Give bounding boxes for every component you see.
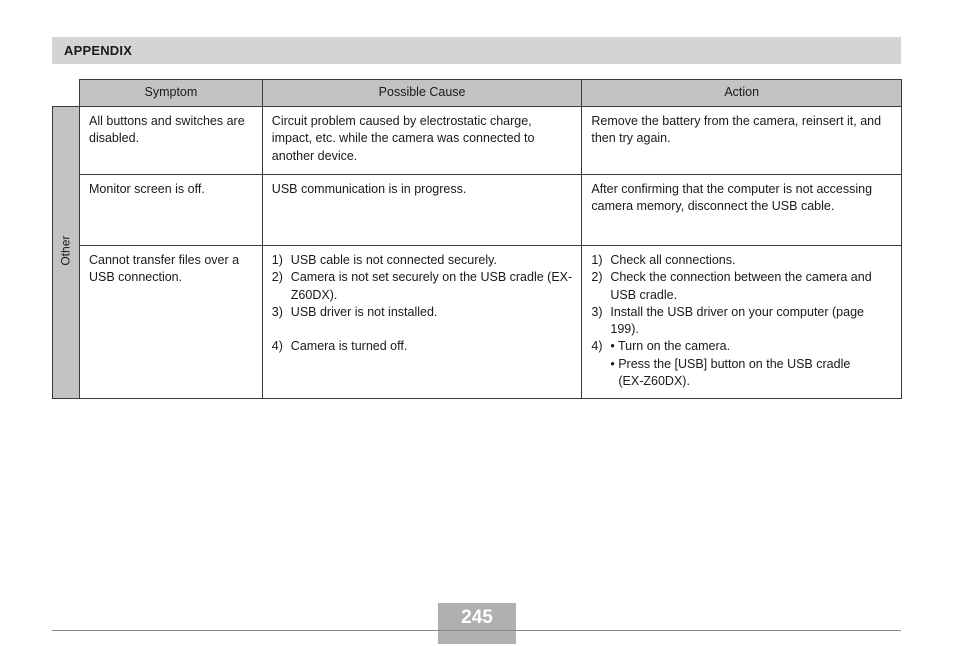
table-row [53, 175, 902, 246]
list-text: Camera is turned off. [290, 339, 408, 354]
column-header-cause: Possible Cause [262, 80, 582, 107]
list-number: 1) [591, 253, 603, 267]
list-number: 3) [591, 304, 603, 319]
column-header-symptom: Symptom [80, 80, 263, 107]
action-cell: After confirming that the computer is not accessing camera memory, disconnect the USB cable. [582, 175, 902, 246]
page-number-tab [438, 631, 516, 644]
list-text: USB driver is not installed. [290, 304, 438, 319]
page-number: 245 [438, 603, 516, 630]
list-number: 4) [271, 339, 283, 354]
action-list [591, 252, 892, 356]
table-row [53, 107, 902, 175]
symptom-cell: Monitor screen is off. [80, 175, 263, 246]
section-title: APPENDIX [64, 43, 133, 58]
list-item [591, 304, 892, 339]
action-cell: Remove the battery from the camera, reinsert it, and then try again. [582, 107, 902, 175]
list-text: Check the connection between the camera and USB cradle. [610, 270, 872, 302]
cause-list [272, 252, 573, 355]
action-bullet-continuation: (EX-Z60DX). [618, 374, 690, 389]
list-item [272, 338, 573, 355]
list-text: Camera is not set securely on the USB cradle (EX-Z60DX). [290, 270, 573, 302]
list-text: • Turn on the camera. [610, 339, 731, 354]
cause-cell: Circuit problem caused by electrostatic charge, impact, etc. while the camera was connected to another device. [262, 107, 582, 175]
list-number: 4) [591, 339, 603, 354]
list-text: Check all connections. [610, 253, 736, 267]
list-item [591, 269, 892, 304]
table-row [53, 246, 902, 399]
symptom-cell: Cannot transfer files over a USB connection. [80, 246, 263, 399]
list-number: 1) [271, 253, 283, 267]
list-text: USB cable is not connected securely. [290, 253, 497, 267]
symptom-cell: All buttons and switches are disabled. [80, 107, 263, 175]
header-spacer [53, 80, 80, 107]
section-side-label-cell [53, 107, 80, 399]
section-side-label: Other [58, 235, 73, 266]
cause-cell [262, 246, 582, 399]
section-header-band [52, 37, 901, 64]
table-header-row [53, 80, 902, 107]
list-item [591, 252, 892, 269]
list-item [272, 304, 573, 321]
list-number: 2) [591, 270, 603, 285]
action-cell [582, 246, 902, 399]
cause-cell: USB communication is in progress. [262, 175, 582, 246]
list-item [272, 269, 573, 304]
list-number: 2) [271, 270, 283, 285]
list-item [272, 252, 573, 269]
action-bullet-line: • Press the [USB] button on the USB cradle [610, 356, 851, 371]
list-text: Install the USB driver on your computer (page 199). [610, 304, 864, 337]
list-spacer [272, 321, 573, 338]
list-item [591, 338, 892, 355]
list-number: 3) [271, 304, 283, 319]
column-header-action: Action [582, 80, 902, 107]
troubleshooting-table [52, 79, 902, 399]
